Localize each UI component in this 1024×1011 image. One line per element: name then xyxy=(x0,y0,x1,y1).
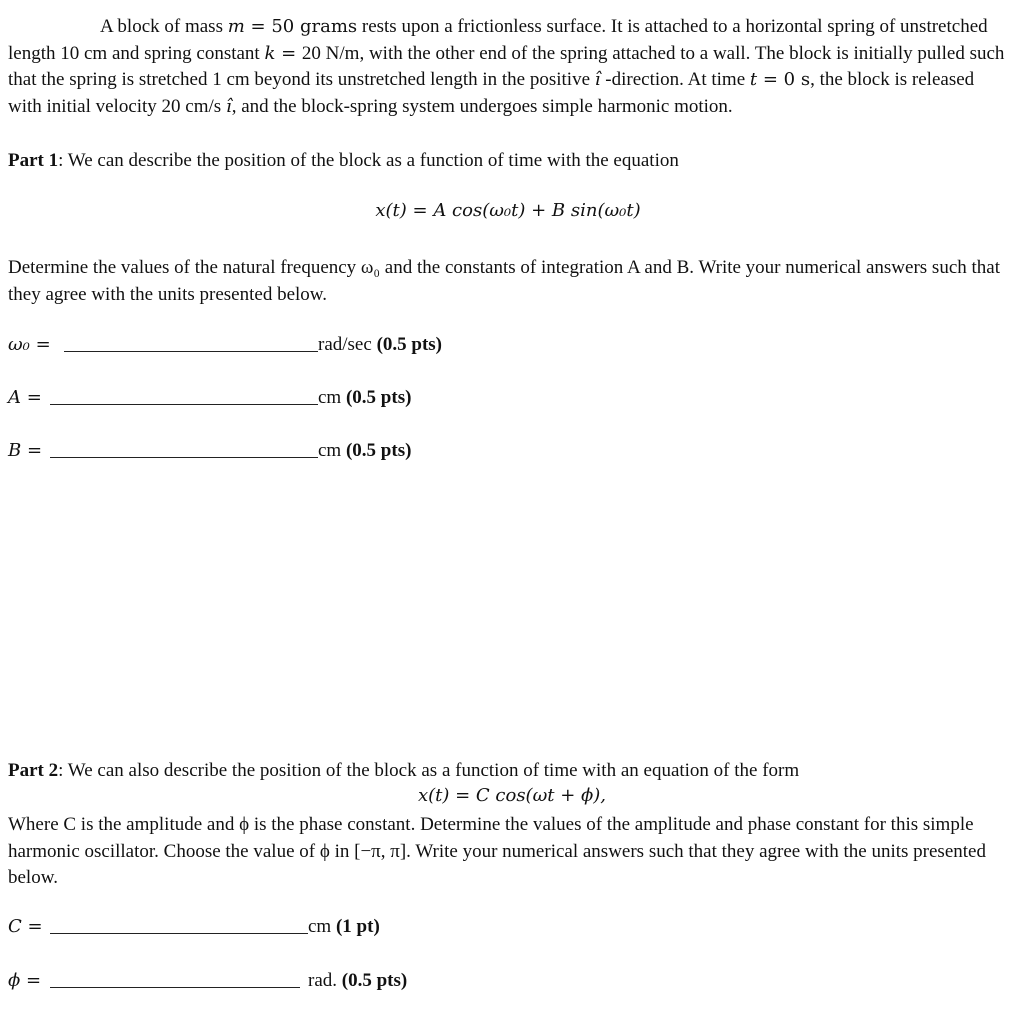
equation-2-text: x(t) = C cos(ωt + ϕ), xyxy=(417,785,607,806)
c-answer-row xyxy=(8,916,508,944)
equation-1-text: x(t) = A cos(ω₀t) + B sin(ω₀t) xyxy=(375,200,641,221)
c-unit: cm xyxy=(308,916,332,937)
part2-instructions-text: Where C is the amplitude and ϕ is the phase constant. Determine the values of the amplitude and phase constant for this simple harmonic oscillator. Choose the value of ϕ in [−π, π]. Write your numerical answers such that they agree with the units presented below. xyxy=(8,814,986,888)
c-label: C = xyxy=(8,916,43,937)
spring-constant-value: 20 N/m xyxy=(301,42,360,64)
b-unit: cm xyxy=(318,440,342,461)
a-points: (0.5 pts) xyxy=(345,387,412,408)
b-points: (0.5 pts) xyxy=(345,440,412,461)
omega0-unit-wrap xyxy=(318,334,442,356)
mass-value: 50 grams xyxy=(271,16,358,37)
intro-text-3: , with the other end of the spring attached to a wall. The block is initially pulled such that the spring is stretched 1 cm beyond its unstretched length in the positive xyxy=(8,42,1005,90)
part2-text: : We can also describe the position of the block as a function of time with an equation of the form xyxy=(58,760,800,781)
spring-constant-symbol: k xyxy=(264,42,276,64)
omega0-points: (0.5 pts) xyxy=(376,334,443,355)
part1-heading xyxy=(8,148,1012,175)
intro-text-1: A block of mass xyxy=(100,16,228,37)
phi-unit: rad. xyxy=(308,970,338,991)
part2-instructions xyxy=(8,812,1012,892)
omega0-unit: rad/sec xyxy=(318,334,372,355)
phi-answer-blank[interactable] xyxy=(50,987,300,988)
b-unit-wrap xyxy=(318,440,411,462)
part2-heading xyxy=(8,758,1012,785)
problem-intro: A block of mass m = 50 grams rests upon a frictionless surface. It is attached to a horizontal spring of unstretched length 10 cm and spring constant k = 20 N/m, with the other end of the spring attached to a wall. The block is initially pulled such that the spring is stretched 1 cm beyond its unstretched length in the positive î -direction. At time t = 0 s, the block is released with initial velocity 20 cm/s î, and the block-spring system undergoes simple harmonic motion. xyxy=(8,16,1005,117)
phi-points: (0.5 pts) xyxy=(341,970,408,991)
b-answer-blank[interactable] xyxy=(50,457,318,458)
equation-1 xyxy=(0,200,1024,222)
mass-symbol: m xyxy=(227,16,245,37)
omega0-label: ω₀ = xyxy=(8,334,51,355)
b-label: B = xyxy=(8,440,43,461)
intro-text-2: rests upon a frictionless surface. It is attached to a horizontal spring of unstretched length 10 cm and spring constant xyxy=(8,16,988,64)
part1-text: : We can describe the position of the block as a function of time with the equation xyxy=(58,150,679,171)
b-answer-row xyxy=(8,440,508,468)
intro-text-6: , and the block-spring system undergoes simple harmonic motion. xyxy=(231,95,733,117)
part2-label: Part 2 xyxy=(8,760,59,781)
equation-2 xyxy=(0,785,1024,807)
c-points: (1 pt) xyxy=(335,916,380,937)
time-value: 0 s xyxy=(783,69,811,90)
phi-unit-wrap xyxy=(308,970,407,992)
a-answer-row xyxy=(8,387,508,415)
part1-instructions xyxy=(8,255,1012,308)
part1-label: Part 1 xyxy=(8,150,59,171)
time-symbol: t xyxy=(749,69,758,90)
intro-text-5: , the block is released with initial velocity 20 cm/s xyxy=(8,69,975,117)
c-unit-wrap xyxy=(308,916,380,938)
part1-instructions-text: Determine the values of the natural frequency ω₀ and the constants of integration A and B. Write your numerical answers such that they agree with the units presented below. xyxy=(8,257,1000,305)
phi-label: ϕ = xyxy=(8,970,42,991)
a-label: A = xyxy=(8,387,42,408)
a-unit-wrap xyxy=(318,387,411,409)
equals-sign: = xyxy=(244,16,272,37)
intro-text-4: -direction. At time xyxy=(600,69,750,90)
unit-vector-i: î xyxy=(594,69,601,90)
unit-vector-i-2: î xyxy=(225,95,232,117)
a-answer-blank[interactable] xyxy=(50,404,318,405)
a-unit: cm xyxy=(318,387,342,408)
omega0-answer-row xyxy=(8,334,508,362)
c-answer-blank[interactable] xyxy=(50,933,308,934)
phi-answer-row xyxy=(8,970,508,998)
omega0-answer-blank[interactable] xyxy=(64,351,318,352)
